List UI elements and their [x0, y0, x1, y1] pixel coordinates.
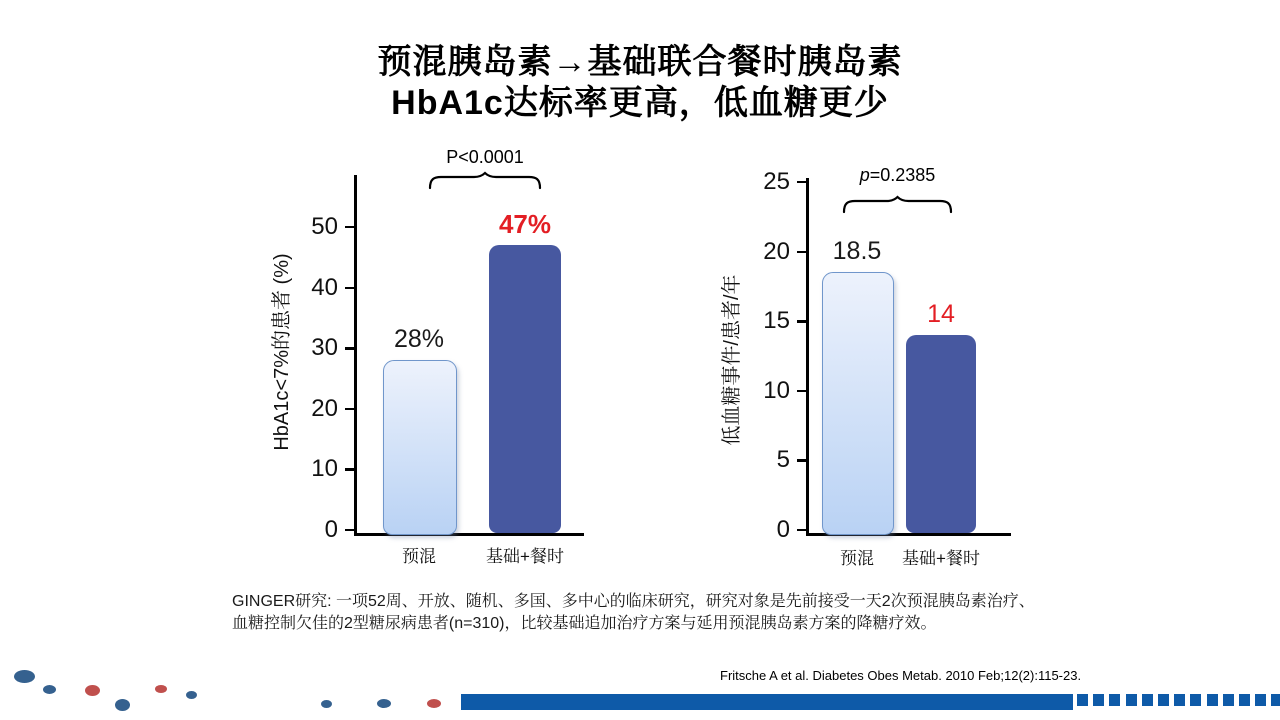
y-axis-tick-label: 0 [324, 516, 338, 543]
bottom-accent-dash [1174, 694, 1185, 706]
y-axis-tick [345, 287, 354, 289]
significance-brace [429, 172, 541, 189]
y-axis-tick-label: 30 [311, 334, 338, 362]
bottom-accent-dash [1239, 694, 1250, 706]
y-axis-tick [797, 529, 806, 531]
y-axis-tick-label: 40 [311, 273, 338, 301]
y-axis-tick-label: 20 [763, 237, 790, 265]
bar-预混 [822, 272, 894, 535]
bottom-accent-dash [1077, 694, 1088, 706]
decorative-dot [14, 670, 35, 683]
y-axis-tick-label: 0 [776, 516, 790, 543]
y-axis-tick [345, 468, 354, 470]
significance-brace [843, 196, 952, 213]
title-line-1: 预混胰岛素→基础联合餐时胰岛素 [377, 43, 903, 81]
title-line-2: HbA1c达标率更高，低血糖更少 [391, 84, 889, 122]
decorative-dot [85, 685, 100, 696]
decorative-dot [427, 699, 441, 708]
decorative-dot [321, 700, 332, 708]
p-value-label [798, 164, 998, 186]
slide-title [0, 42, 1280, 124]
bar-基础+餐时 [906, 335, 976, 533]
bar-value-label: 18.5 [832, 237, 882, 266]
bottom-accent-dash [1142, 694, 1153, 706]
x-axis-line [354, 533, 584, 536]
y-axis-tick-label: 50 [311, 213, 338, 240]
bottom-accent-dash [1126, 694, 1137, 706]
y-axis-tick-label: 5 [776, 446, 790, 474]
y-axis-tick [797, 320, 806, 322]
x-axis-line [806, 533, 1011, 536]
y-axis-line [354, 175, 357, 536]
study-description: GINGER研究: 一项52周、开放、随机、多国、多中心的临床研究，研究对象是先前接受一天2次预混胰岛素治疗、血糖控制欠佳的2型糖尿病患者(n=310)，比较基础追加治疗方案与延用预混胰岛素方案的降糖疗效。 [232, 593, 1035, 632]
y-axis-tick [797, 181, 806, 183]
bottom-accent-dash [1207, 694, 1218, 706]
bar-预混 [383, 360, 457, 535]
bar-value-label: 14 [927, 300, 955, 329]
bottom-accent-dash [1158, 694, 1169, 706]
y-axis-title: 低血糖事件/患者/年 [721, 274, 743, 446]
y-axis-line [806, 178, 809, 536]
y-axis-title: HbA1c<7%的患者 (%) [271, 253, 293, 451]
decorative-dot [43, 685, 56, 694]
y-axis-tick [345, 408, 354, 410]
bar-value-label: 47% [498, 209, 552, 240]
y-axis-tick [345, 347, 354, 349]
p-value-label: P<0.0001 [446, 147, 524, 167]
y-axis-tick-label: 10 [763, 376, 790, 404]
bar-基础+餐时 [489, 245, 561, 533]
bottom-accent-dash [1255, 694, 1266, 706]
y-axis-tick-label: 20 [311, 394, 338, 422]
bottom-accent-dash [1271, 694, 1280, 706]
y-axis-tick [345, 226, 354, 228]
reference-citation: Fritsche A et al. Diabetes Obes Metab. 2010 Feb;12(2):115-23. [720, 668, 1082, 683]
category-label: 预混 [840, 549, 874, 568]
decorative-dot [186, 691, 197, 699]
y-axis-tick [797, 390, 806, 392]
decorative-dot [155, 685, 167, 693]
decorative-dot [115, 699, 130, 711]
category-label: 基础+餐时 [486, 547, 564, 566]
y-axis-tick-label: 25 [763, 168, 790, 195]
y-axis-tick-label: 15 [763, 307, 790, 335]
category-label: 基础+餐时 [902, 549, 980, 568]
bottom-accent-bar [461, 694, 1073, 710]
bottom-accent-dash [1109, 694, 1120, 706]
category-label: 预混 [402, 547, 436, 566]
bottom-accent-dash [1190, 694, 1201, 706]
decorative-dot [377, 699, 391, 708]
bar-value-label: 28% [393, 325, 445, 354]
bottom-accent-dash [1093, 694, 1104, 706]
y-axis-tick [797, 251, 806, 253]
p-value-number: =0.2385 [869, 165, 936, 185]
y-axis-tick [345, 529, 354, 531]
y-axis-tick [797, 459, 806, 461]
bottom-accent-dash [1223, 694, 1234, 706]
p-value-symbol: p [859, 165, 870, 185]
y-axis-tick-label: 10 [311, 455, 338, 483]
